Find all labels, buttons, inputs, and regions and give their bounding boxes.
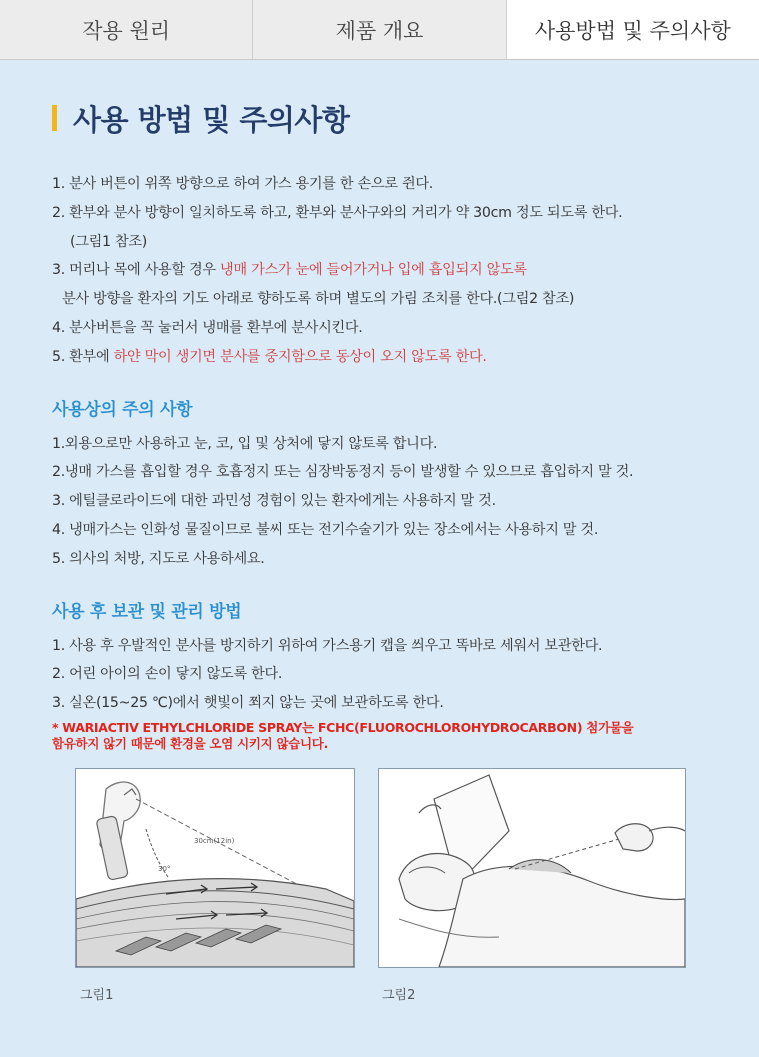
figure-1-illustration	[75, 768, 355, 968]
precautions-list	[52, 430, 732, 574]
list-item: 5. 의사의 처방, 지도로 사용하세요.	[52, 550, 265, 567]
title-accent-bar	[52, 105, 57, 131]
page-title-text: 사용 방법 및 주의사항	[73, 102, 350, 137]
list-item: 3. 에틸클로라이드에 대한 과민성 경험이 있는 환자에게는 사용하지 말 것.	[52, 493, 496, 510]
list-item: 2.냉매 가스를 흡입할 경우 호흡정지 또는 심장박동정지 등이 발생할 수 있으므로 흡입하지 말 것.	[52, 464, 634, 481]
warning-highlight: 하얀 막이 생기면 분사를 중지함으로 동상이 오지 않도록 한다.	[113, 348, 487, 365]
tab-usage-precautions[interactable]: 사용방법 및 주의사항	[507, 0, 759, 59]
figure-1-drawing	[76, 769, 354, 967]
distance-label: 30cm(12in)	[194, 837, 235, 845]
usage-step-text: 5. 환부에	[52, 348, 114, 365]
figure-2-caption: 그림2	[382, 988, 416, 1003]
tab-principle[interactable]: 작용 원리	[0, 0, 253, 59]
list-item: 4. 냉매가스는 인화성 물질이므로 불씨 또는 전기수술기가 있는 장소에서는 사용하지 말 것.	[52, 521, 599, 538]
list-item: 1.외용으로만 사용하고 눈, 코, 입 및 상처에 닿지 않토록 합니다.	[52, 435, 438, 452]
storage-heading: 사용 후 보관 및 관리 방법	[52, 601, 242, 622]
usage-step: 1. 분사 버튼이 위쪽 방향으로 하여 가스 용기를 한 손으로 쥔다.	[52, 176, 433, 192]
list-item: 1. 사용 후 우발적인 분사를 방지하기 위하여 가스용기 캡을 씌우고 똑바로 세워서 보관한다.	[52, 637, 603, 654]
warning-highlight: 냉매 가스가 눈에 들어가거나 입에 흡입되지 않도록	[220, 262, 527, 279]
usage-step-continuation: (그림1 참조)	[70, 233, 148, 250]
environment-note	[52, 720, 732, 752]
environment-note-line: * WARIACTIV ETHYLCHLORIDE SPRAY는 FCHC(FLUOROCHLOROHYDROCARBON) 첨가물을	[52, 719, 634, 735]
usage-step: 2. 환부와 분사 방향이 일치하도록 하고, 환부와 분사구와의 거리가 약 30cm 정도 되도록 한다.	[52, 204, 623, 221]
usage-step	[52, 256, 732, 285]
figure-2-drawing	[379, 769, 685, 967]
angle-label: 30°	[158, 865, 171, 873]
usage-step: 4. 분사버튼을 꼭 눌러서 냉매를 환부에 분사시킨다.	[52, 319, 363, 336]
tab-bar	[0, 0, 759, 60]
usage-step-text: 3. 머리나 목에 사용할 경우	[52, 262, 221, 279]
figure-2-illustration	[378, 768, 686, 968]
precautions-heading: 사용상의 주의 사항	[52, 399, 193, 420]
main-content	[52, 100, 732, 752]
list-item: 3. 실온(15~25 ℃)에서 햇빛이 쬐지 않는 곳에 보관하도록 한다.	[52, 695, 444, 712]
storage-list	[52, 632, 732, 718]
page-title	[52, 100, 732, 136]
figure-1-caption: 그림1	[80, 988, 114, 1003]
tab-overview[interactable]: 제품 개요	[253, 0, 506, 59]
usage-step-continuation: 분사 방향을 환자의 기도 아래로 향하도록 하며 별도의 가림 조치를 한다.(그림2 참조)	[62, 291, 575, 308]
list-item: 2. 어린 아이의 손이 닿지 않도록 한다.	[52, 666, 283, 683]
usage-steps-list	[52, 170, 732, 372]
environment-note-line: 함유하지 않기 때문에 환경을 오염 시키지 않습니다.	[52, 735, 329, 751]
usage-step	[52, 343, 732, 372]
